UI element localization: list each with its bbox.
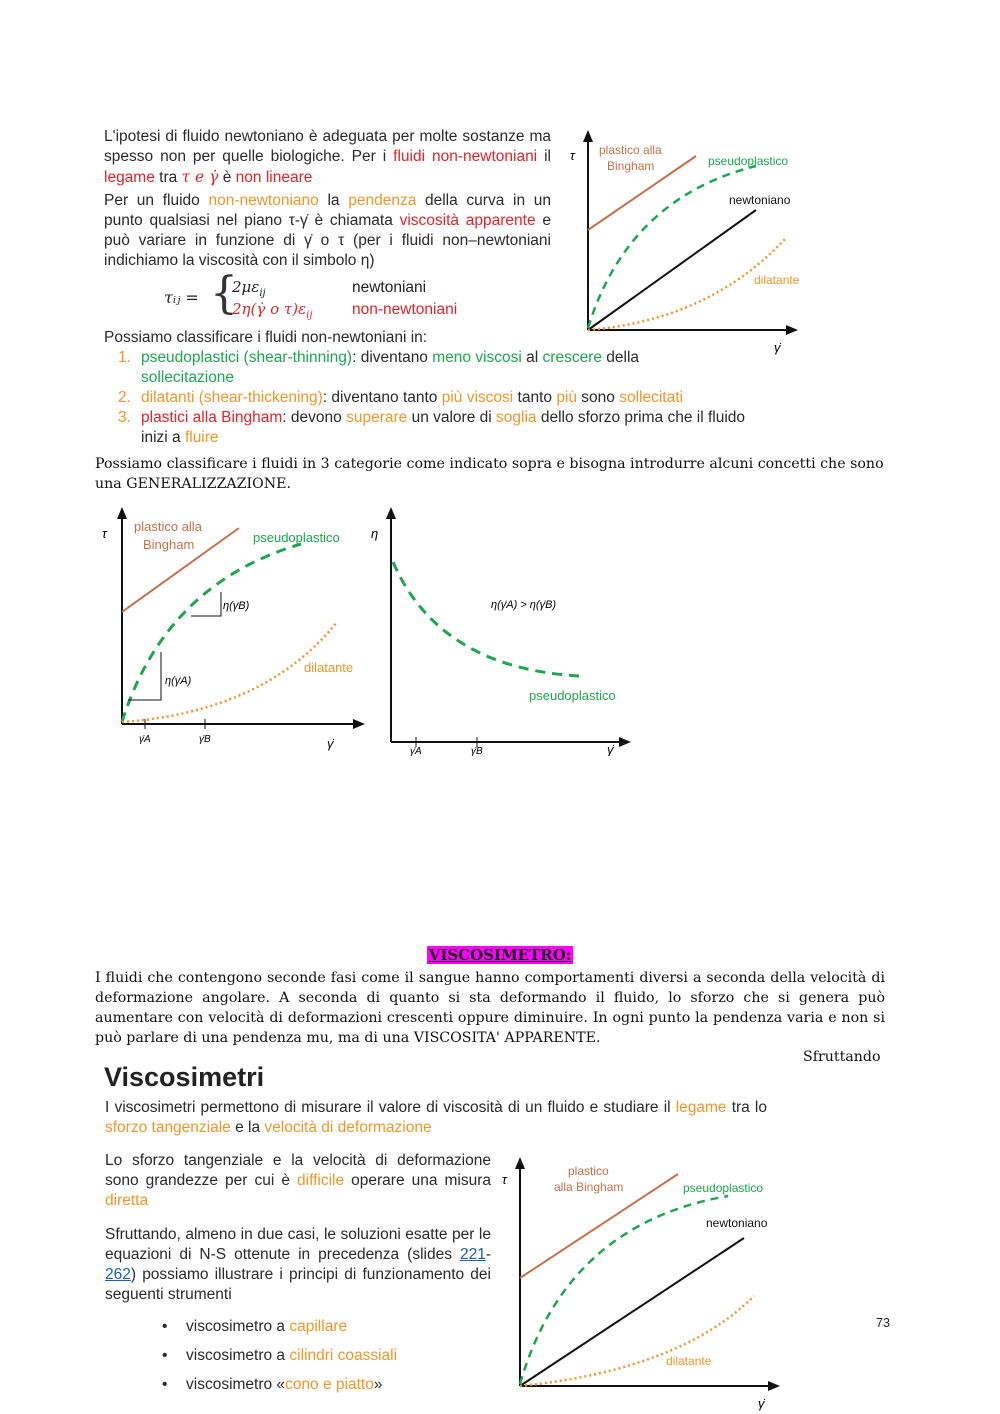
equation-brace: { <box>210 268 238 319</box>
slide2-title: Viscosimetri <box>104 1062 265 1092</box>
slide1-para1: L'ipotesi di fluido newtoniano è adeguata per molte sostanze ma spesso non per quelle biologiche. Per i fluidi non-newtoniani il legame tra τ e γ̇ è non lineare <box>104 128 551 186</box>
slide1-classify-title: Possiamo classificare i fluidi non-newtoniani in: <box>104 329 428 346</box>
figure2-left-chart <box>95 504 380 756</box>
eta-b-label: η(γ̇B) <box>223 600 250 612</box>
bullet-coaxial: • viscosimetro a cilindri coassiali <box>162 1347 398 1364</box>
figure2-right-chart <box>365 504 645 756</box>
equation-label-newtonian: newtoniani <box>352 279 427 296</box>
tick-b-label: γ̇B <box>199 734 211 745</box>
tick-b-label: γ̇B <box>471 746 483 756</box>
y-axis-arrow <box>386 507 396 519</box>
pseudoplastic-label: pseudoplastico <box>683 1181 764 1195</box>
slide2-paragraph-1: Lo sforzo tangenziale e la velocità di deformazione sono grandezze per cui è difficile operare una misura diretta <box>105 1152 491 1209</box>
slope-triangle-b <box>191 592 221 616</box>
bullet-dot: • <box>162 1376 168 1393</box>
doc-paragraph-2: I fluidi che contengono seconde fasi come il sangue hanno comportamenti diversi a seconda della velocità di deformazione angolare. A seconda di quanto si sta deformando il fluido, lo sforzo che si genera può aumentare con velocità di deformazioni crescenti oppure diminuire. In ogni punto la pendenza varia e non si può parlare di una pendenza mu, ma di una VISCOSITA' APPARENTE. <box>95 970 885 1046</box>
bullet-dot: • <box>162 1318 168 1335</box>
pseudoplastic-curve <box>122 544 301 722</box>
doc-paragraph-1: Possiamo classificare i fluidi in 3 categorie come indicato sopra e bisogna introdurre alcuni concetti che sono una GENERALIZZAZIONE. <box>95 456 884 492</box>
pseudoplastic-curve <box>588 166 756 328</box>
bingham-label-line2: Bingham <box>143 537 195 552</box>
x-axis-label: γ̇ <box>758 1396 765 1411</box>
doc-fragment: Sfruttando <box>803 1049 881 1065</box>
slope-triangle-a <box>128 652 161 700</box>
slide1-para2: Per un fluido non-newtoniano la pendenza della curva in un punto qualsiasi nel piano τ-γ̇ è chiamata viscosità apparente e può variare in funzione di γ̇ o τ (per i fluidi non–newtoniani indichiamo la viscosità con il simbolo η) <box>104 192 551 269</box>
y-axis-arrow <box>117 507 127 519</box>
y-axis-arrow <box>515 1157 525 1169</box>
x-axis-arrow <box>768 1381 780 1391</box>
slide2-intro: I viscosimetri permettono di misurare il valore di viscosità di un fluido e studiare il legame tra lo sforzo tangenziale e la velocità di deformazione <box>105 1099 767 1136</box>
x-axis-arrow <box>786 325 798 335</box>
slide1-rheology-chart <box>560 128 810 360</box>
y-axis-label: τ <box>102 526 107 541</box>
slide2-bullets <box>160 1318 397 1405</box>
list-item-pseudoplastic: 1. pseudoplastici (shear-thinning): diventano meno viscosi al crescere della sollecitazione <box>118 349 640 386</box>
bullet-cone-plate: • viscosimetro «cono e piatto» <box>162 1376 383 1393</box>
slide2-rheology-chart <box>496 1154 796 1412</box>
tick-a-label: γ̇A <box>139 734 151 745</box>
page-number: 73 <box>876 1316 890 1330</box>
newtonian-label: newtoniano <box>706 1216 768 1230</box>
newtonian-label: newtoniano <box>729 193 791 207</box>
section-title-text: VISCOSIMETRO: <box>428 946 572 964</box>
bullet-dot: • <box>162 1347 168 1364</box>
y-axis-label: τ <box>570 148 575 163</box>
x-axis-arrow <box>353 719 365 729</box>
dilatant-label: dilatante <box>304 660 354 675</box>
y-axis-label: η <box>371 526 379 541</box>
section-title <box>0 946 1000 965</box>
y-axis-label: τ <box>502 1172 507 1187</box>
viscosity-relation: η(γ̇A) > η(γ̇B) <box>491 599 557 611</box>
slide1-list <box>118 348 768 448</box>
bingham-label-line1: plastico <box>568 1164 609 1178</box>
bingham-label-line2: Bingham <box>607 159 655 173</box>
constitutive-equation <box>160 268 500 324</box>
equation-label-non-newtonian: non-newtoniani <box>352 301 458 318</box>
bingham-label-line1: plastico alla <box>134 519 202 534</box>
bingham-label-line2: alla Bingham <box>554 1180 624 1194</box>
slides-link-221[interactable]: 221 <box>459 1246 486 1263</box>
tick-a-label: γ̇A <box>410 746 422 756</box>
dilatant-label: dilatante <box>754 273 800 287</box>
pseudoplastic-viscosity-curve <box>393 562 579 676</box>
dilatant-label: dilatante <box>666 1354 712 1368</box>
slide2-paragraph-2: Sfruttando, almeno in due casi, le soluzioni esatte per le equazioni di N-S ottenute in precedenza (slides 221-262) possiamo illustrare i principi di funzionamento dei seguenti strumenti <box>105 1226 491 1303</box>
pseudoplastic-label: pseudoplastico <box>708 154 789 168</box>
equation-row-newtonian: $2\mu\varepsilon_{ij}$ <box>232 278 266 299</box>
slides-link-262[interactable]: 262 <box>105 1266 131 1283</box>
y-axis-arrow <box>583 130 593 142</box>
x-axis-arrow <box>619 737 631 747</box>
x-axis-label: γ̇ <box>774 340 781 355</box>
pseudoplastic-label: pseudoplastico <box>529 688 616 703</box>
eta-a-label: η(γ̇A) <box>165 675 192 687</box>
list-item-bingham: 3. plastici alla Bingham: devono superare un valore di soglia dello sforzo prima che il fluido inizi a fluire <box>118 409 746 446</box>
x-axis-label: γ̇ <box>607 742 614 756</box>
list-item-dilatant: 2. dilatanti (shear-thickening): diventano tanto più viscosi tanto più sono sollecitati <box>118 389 683 406</box>
pseudoplastic-label: pseudoplastico <box>253 530 340 545</box>
bingham-label-line1: plastico alla <box>599 143 662 157</box>
bullet-capillary: • viscosimetro a capillare <box>162 1318 348 1335</box>
equation-row-non-newtonian: 2η(γ̇ o $\tau)\varepsilon_{ij}$ <box>232 300 313 321</box>
x-axis-label: γ̇ <box>327 736 334 751</box>
equation-lhs: τᵢⱼ = <box>164 288 199 307</box>
